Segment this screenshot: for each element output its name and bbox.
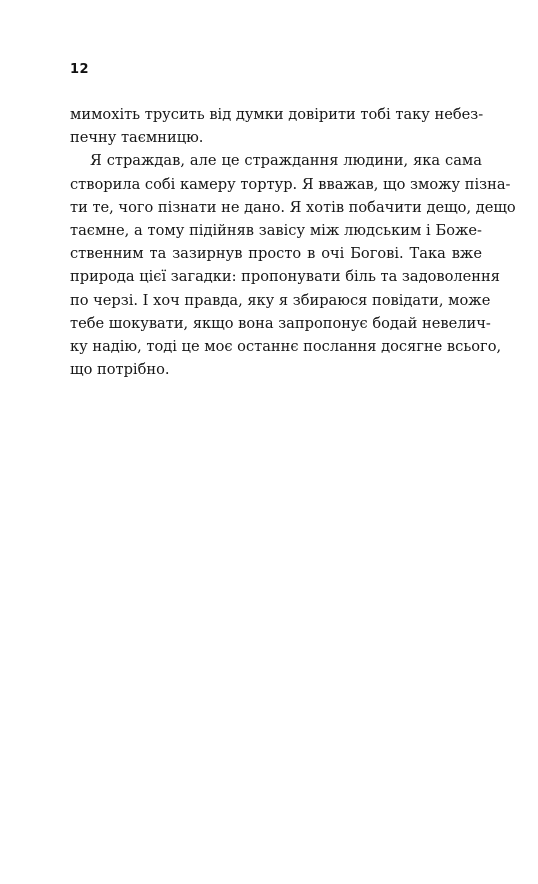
text-line: ти те, чого пізнати не дано. Я хотів побачити дещо, дещо bbox=[70, 198, 516, 216]
text-line: природа цієї загадки: пропонувати біль та задоволення bbox=[70, 268, 500, 286]
paragraph-1 bbox=[70, 103, 482, 149]
text-line: по черзі. І хоч правда, яку я збираюся повідати, може bbox=[70, 291, 491, 309]
text-line: печну таємницю. bbox=[70, 129, 204, 147]
body-text bbox=[70, 103, 516, 381]
paragraph-2 bbox=[70, 149, 516, 381]
text-line: Я страждав, але це страждання людини, яка сама bbox=[90, 152, 482, 170]
text-line: тебе шокувати, якщо вона запропонує бодай невелич- bbox=[70, 314, 491, 332]
text-line: створила собі камеру тортур. Я вважав, що зможу пізна- bbox=[70, 175, 511, 193]
text-line: ственним та зазирнув просто в очі Богові. Така вже bbox=[70, 245, 482, 263]
text-line: таємне, а тому підійняв завісу між людським і Боже- bbox=[70, 221, 482, 239]
text-line: що потрібно. bbox=[70, 361, 170, 379]
page-number: 12 bbox=[70, 62, 90, 77]
text-line: мимохіть трусить від думки довірити тобі таку небез- bbox=[70, 106, 484, 123]
text-line: ку надію, тоді це моє останнє послання досягне всього, bbox=[70, 337, 502, 355]
